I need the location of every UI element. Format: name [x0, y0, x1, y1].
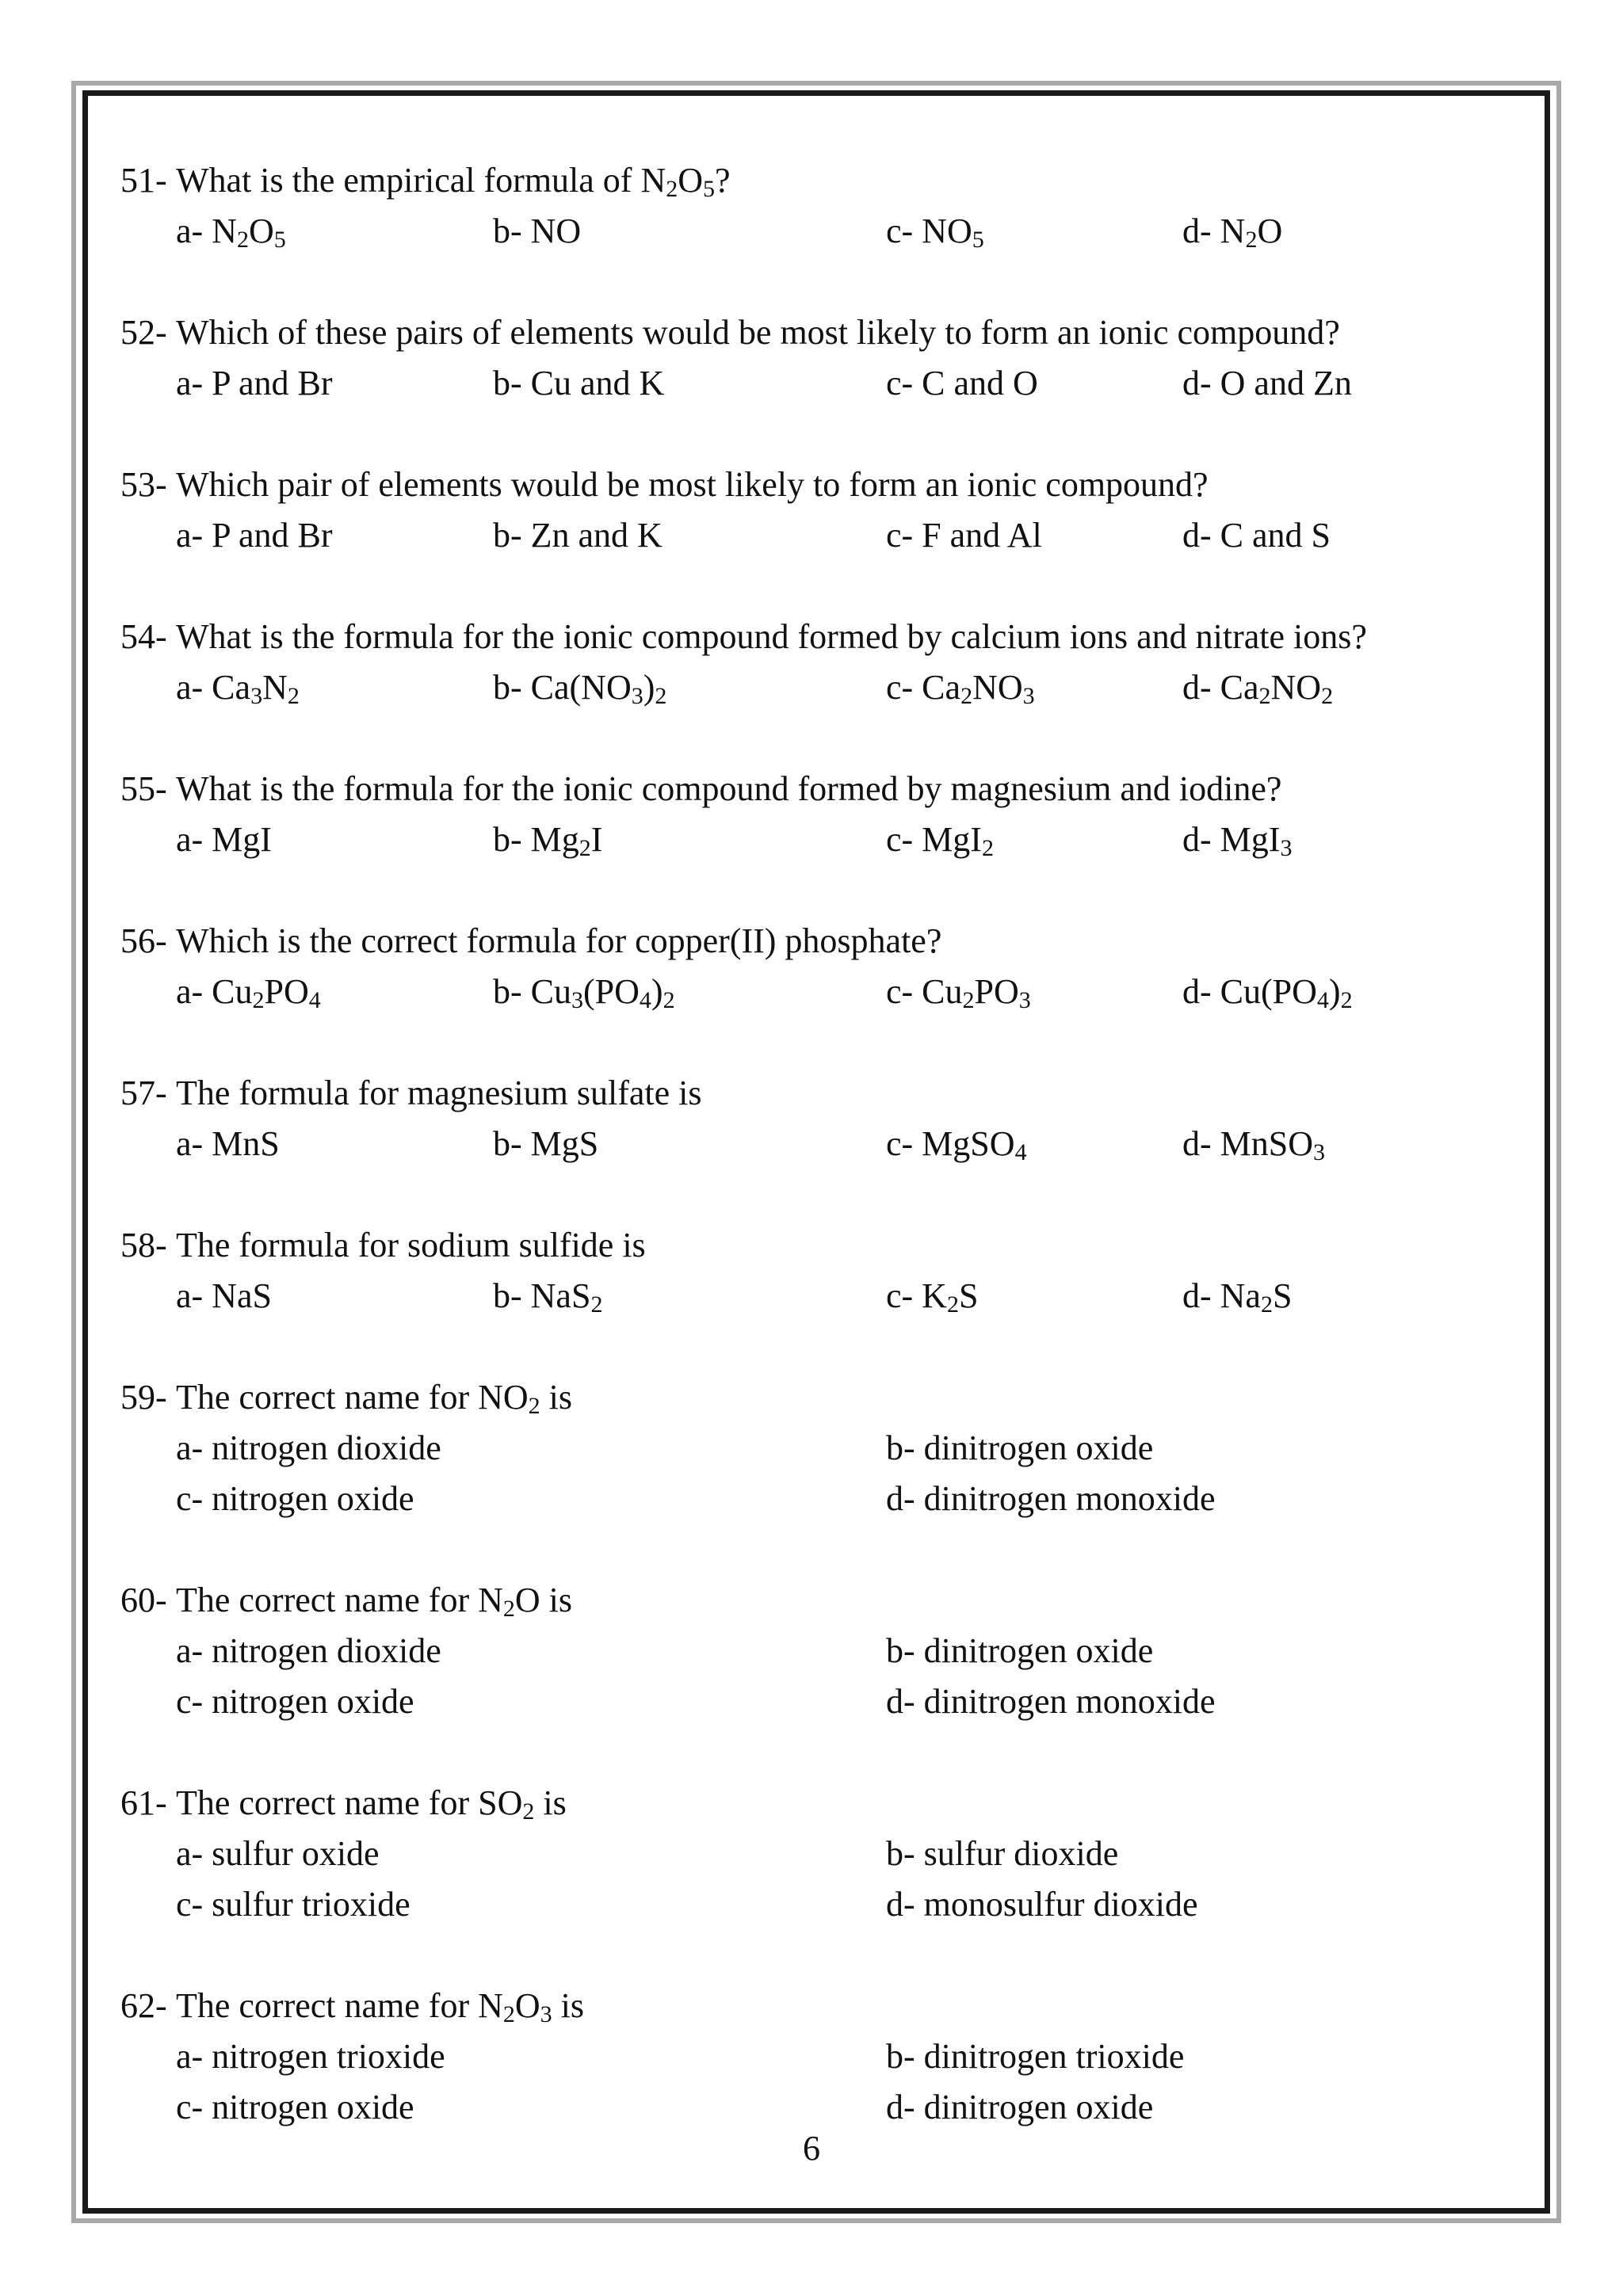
option-d: d- $Ca_2NO_2$ — [1182, 668, 1334, 709]
option-c: c- MgSO$_4$ — [886, 1124, 1027, 1165]
question-number: 60- — [120, 1581, 167, 1619]
option-b: b- $Ca(NO_3)_2$ — [493, 668, 667, 709]
question-stem — [120, 1372, 1531, 1423]
question-text: The correct name for $SO_2$ is — [176, 1783, 567, 1825]
option-a: a- $Cu_2PO_4$ — [176, 972, 321, 1013]
question-number: 57- — [120, 1074, 167, 1112]
question-stem — [120, 1981, 1531, 2031]
question-text: The correct name for $N_2O$ is — [176, 1581, 573, 1622]
options-row — [120, 510, 1531, 561]
option-d: d- MgI$_3$ — [1182, 820, 1293, 861]
option-d: d- MnSO$_3$ — [1182, 1124, 1326, 1165]
question-56 — [120, 916, 1531, 1017]
option-d: d- O and Zn — [1182, 364, 1352, 402]
option-c: c- F and Al — [886, 516, 1042, 555]
option-c: c- MgI$_2$ — [886, 820, 994, 861]
options-row — [120, 967, 1531, 1017]
options-row — [120, 1119, 1531, 1169]
option-b: b- $Cu_3(PO_4)_2$ — [493, 972, 675, 1013]
option-a: a- P and Br — [176, 364, 333, 402]
question-stem — [120, 1220, 1531, 1271]
option-c: c- C and O — [886, 364, 1038, 402]
options-row — [120, 1626, 1531, 1676]
question-stem — [120, 1068, 1531, 1119]
question-number: 59- — [120, 1378, 167, 1417]
options-row — [120, 1474, 1531, 1524]
options-row — [120, 662, 1531, 713]
question-51 — [120, 155, 1531, 257]
page-number: 6 — [803, 2129, 820, 2168]
option-d: d- C and S — [1182, 516, 1331, 555]
option-a: a- sulfur oxide — [176, 1834, 380, 1873]
question-text: Which is the correct formula for copper(II) phosphate? — [176, 921, 942, 960]
option-a: a- nitrogen dioxide — [176, 1631, 441, 1670]
question-stem — [120, 916, 1531, 967]
option-a: a- $Ca_3N_2$ — [176, 668, 300, 709]
question-text: The formula for magnesium sulfate is — [176, 1074, 702, 1112]
options-row — [120, 1271, 1531, 1322]
option-d: d- $N_2O$ — [1182, 212, 1283, 253]
question-number: 52- — [120, 313, 167, 352]
question-text: What is the empirical formula of $N_2O_5$? — [176, 161, 731, 202]
question-stem — [120, 764, 1531, 814]
question-text: The correct name for $N_2O_3$ is — [176, 1986, 585, 2027]
question-stem — [120, 155, 1531, 206]
question-number: 53- — [120, 465, 167, 504]
question-number: 58- — [120, 1226, 167, 1264]
option-b: b- NO — [493, 212, 582, 250]
question-number: 54- — [120, 617, 167, 656]
question-stem — [120, 307, 1531, 358]
option-d: d- dinitrogen monoxide — [886, 1479, 1216, 1518]
options-row — [120, 1879, 1531, 1930]
option-b: b- dinitrogen trioxide — [886, 2037, 1185, 2076]
option-b: b- Cu and K — [493, 364, 665, 402]
option-a: a- nitrogen trioxide — [176, 2037, 445, 2076]
option-a: a- NaS — [176, 1276, 272, 1315]
options-row — [120, 2031, 1531, 2082]
option-b: b- sulfur dioxide — [886, 1834, 1119, 1873]
option-c: c- $Ca_2NO_3$ — [886, 668, 1035, 709]
option-d: d- $Cu(PO_4)_2$ — [1182, 972, 1353, 1013]
option-d: d- dinitrogen monoxide — [886, 1682, 1216, 1721]
option-d: d- $Na_2S$ — [1182, 1276, 1293, 1318]
question-text: The formula for sodium sulfide is — [176, 1226, 646, 1264]
question-54 — [120, 612, 1531, 713]
question-text: Which pair of elements would be most likely to form an ionic compound? — [176, 465, 1209, 504]
question-text: Which of these pairs of elements would be most likely to form an ionic compound? — [176, 313, 1340, 352]
question-number: 55- — [120, 769, 167, 808]
options-row — [120, 814, 1531, 865]
question-text: What is the formula for the ionic compound formed by magnesium and iodine? — [176, 769, 1282, 808]
options-row — [120, 1676, 1531, 1727]
option-a: a- $N_2O_5$ — [176, 212, 286, 253]
option-b: b- dinitrogen oxide — [886, 1631, 1154, 1670]
question-59 — [120, 1372, 1531, 1524]
option-a: a- MnS — [176, 1124, 280, 1163]
option-b: b- dinitrogen oxide — [886, 1428, 1154, 1467]
question-stem — [120, 460, 1531, 510]
question-number: 56- — [120, 921, 167, 960]
question-61 — [120, 1778, 1531, 1930]
question-53 — [120, 460, 1531, 561]
question-number: 51- — [120, 161, 167, 200]
question-62 — [120, 1981, 1531, 2133]
options-row — [120, 1423, 1531, 1474]
question-stem — [120, 1575, 1531, 1626]
option-c: c- $Cu_2PO_3$ — [886, 972, 1031, 1013]
option-c: c- nitrogen oxide — [176, 1479, 414, 1518]
option-c: c- $NO_5$ — [886, 212, 984, 253]
option-a: a- MgI — [176, 820, 272, 859]
option-d: d- dinitrogen oxide — [886, 2088, 1154, 2126]
option-b: b- NaS$_2$ — [493, 1276, 603, 1318]
option-b: b- Zn and K — [493, 516, 663, 555]
options-row — [120, 206, 1531, 257]
question-55 — [120, 764, 1531, 865]
options-row — [120, 1829, 1531, 1879]
option-b: b- MgS — [493, 1124, 599, 1163]
option-b: b- $Mg_2I$ — [493, 820, 603, 861]
question-stem — [120, 1778, 1531, 1829]
option-c: c- $K_2S$ — [886, 1276, 979, 1318]
option-a: a- P and Br — [176, 516, 333, 555]
question-58 — [120, 1220, 1531, 1322]
question-text: What is the formula for the ionic compound formed by calcium ions and nitrate ions? — [176, 617, 1367, 656]
question-52 — [120, 307, 1531, 409]
question-text: The correct name for $NO_2$ is — [176, 1378, 573, 1419]
question-57 — [120, 1068, 1531, 1169]
options-row — [120, 358, 1531, 409]
option-c: c- nitrogen oxide — [176, 2088, 414, 2126]
option-c: c- nitrogen oxide — [176, 1682, 414, 1721]
question-number: 62- — [120, 1986, 167, 2025]
question-60 — [120, 1575, 1531, 1727]
option-a: a- nitrogen dioxide — [176, 1428, 441, 1467]
question-stem — [120, 612, 1531, 662]
option-c: c- sulfur trioxide — [176, 1885, 411, 1924]
option-d: d- monosulfur dioxide — [886, 1885, 1198, 1924]
question-number: 61- — [120, 1783, 167, 1822]
